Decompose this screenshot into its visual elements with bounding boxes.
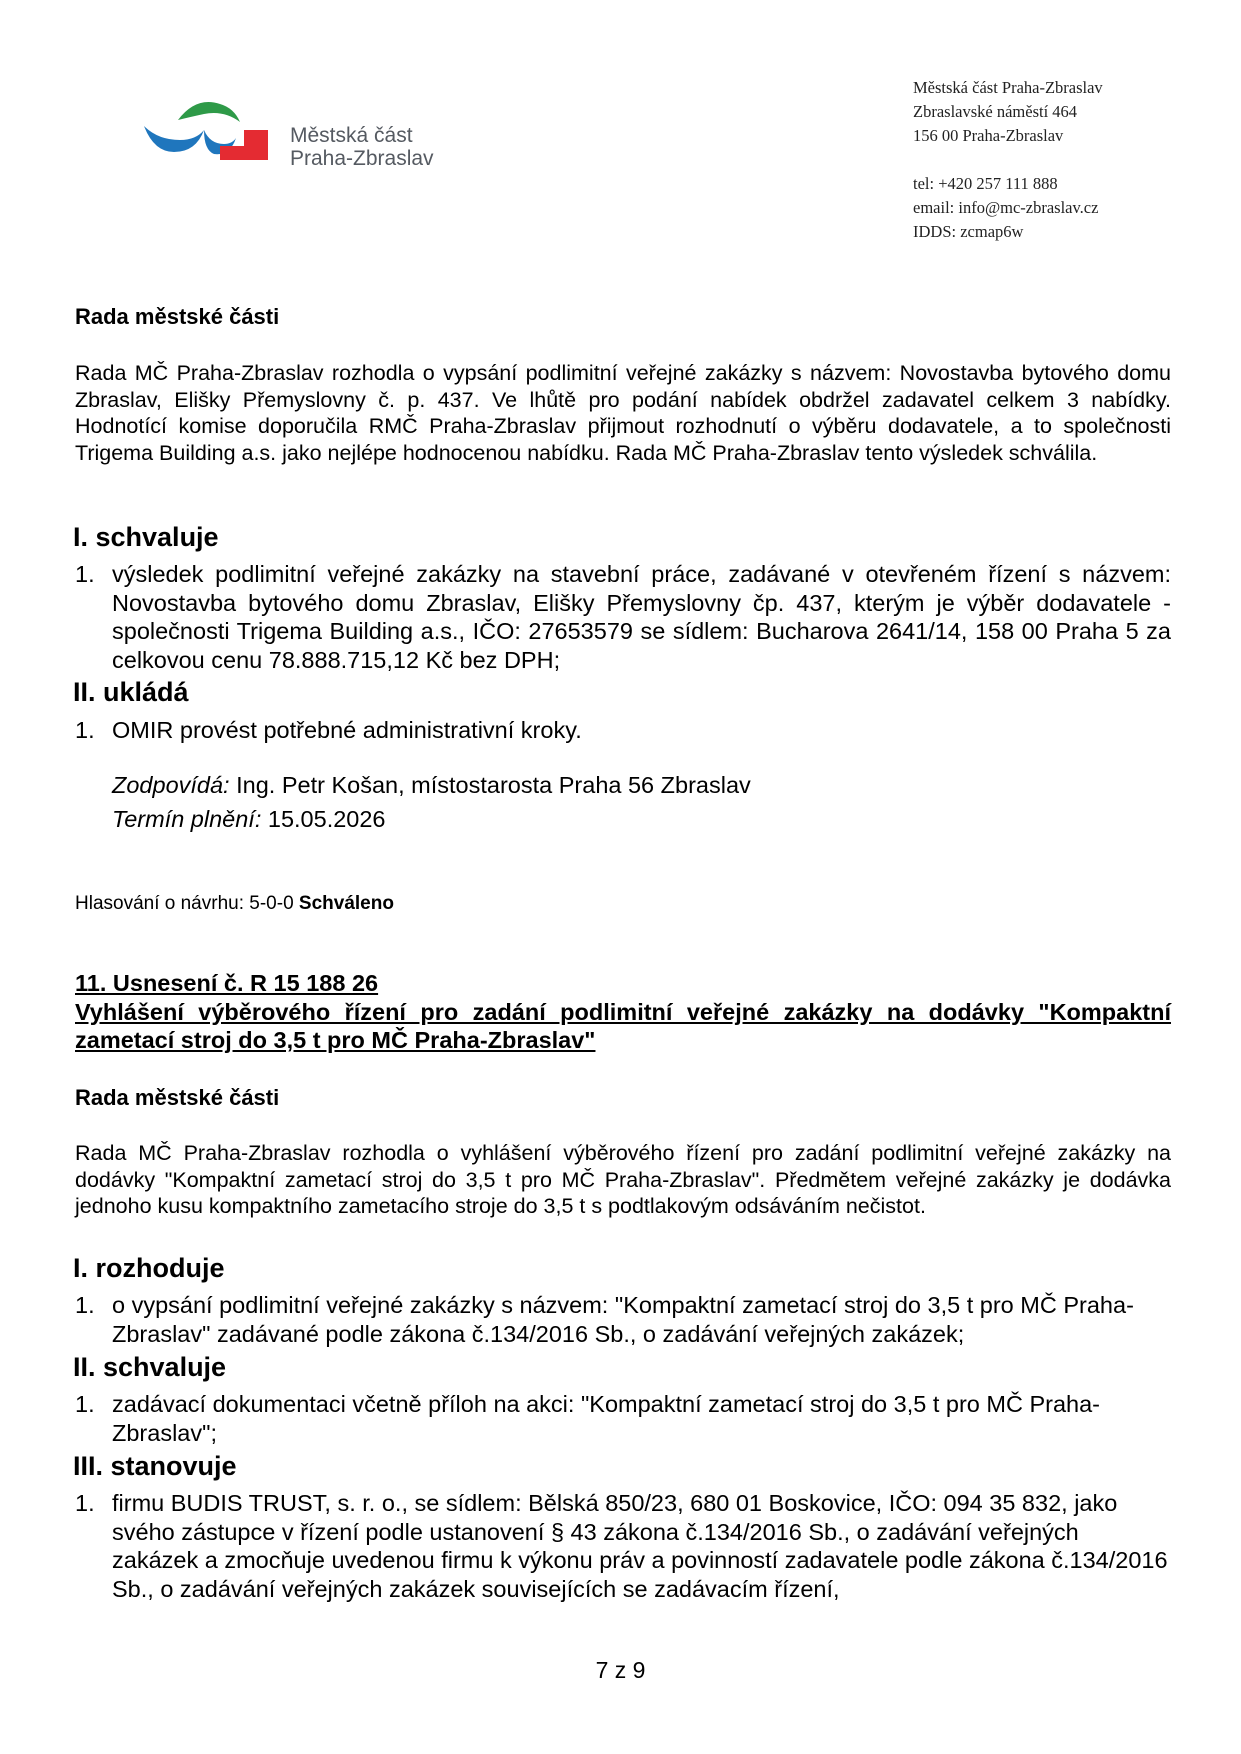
- logo-emblem-icon: [144, 100, 284, 170]
- item-text: o vypsání podlimitní veřejné zakázky s názvem: "Kompaktní zametací stroj do 3,5 t pro MČ Praha-Zbraslav" zadávané podle zákona č.134/2016 Sb., o zadávání veřejných zakázek;: [112, 1292, 1134, 1347]
- address-line: 156 00 Praha-Zbraslav: [913, 126, 1064, 145]
- deadline-label: Termín plnění:: [112, 806, 262, 832]
- intro-paragraph: Rada MČ Praha-Zbraslav rozhodla o vypsání podlimitní veřejné zakázky s názvem: Novostavba bytového domu Zbraslav, Elišky Přemyslovny č. p. 437. Ve lhůtě pro podání nabídek obdržel zadavatel celkem 3 nabídky. Hodnotící komise doporučila RMČ Praha-Zbraslav přijmout rozhodnutí o výběru dodavatele, a to společnosti Trigema Building a.s. jako nejlépe hodnocenou nabídku. Rada MČ Praha-Zbraslav tento výsledek schválila.: [75, 361, 1171, 465]
- page-number: 7 z 9: [595, 1657, 646, 1683]
- email: email: info@mc-zbraslav.cz: [913, 198, 1099, 217]
- resolution-title: Vyhlášení výběrového řízení pro zadání podlimitní veřejné zakázky na dodávky "Kompaktní zametací stroj do 3,5 t pro MČ Praha-Zbraslav": [75, 998, 1171, 1053]
- deadline-value: 15.05.2026: [267, 806, 386, 832]
- vote-value: 5-0-0: [249, 893, 294, 914]
- responsibility-block: [112, 768, 751, 836]
- list-item: [75, 1390, 1171, 1447]
- responsible-value: Ing. Petr Košan, místostarosta Praha 56 Zbraslav: [236, 772, 751, 798]
- council-heading: Rada městské části: [75, 304, 280, 329]
- responsible-row: [112, 768, 751, 802]
- resolution-number: 11. Usnesení č. R 15 188 26: [75, 970, 379, 996]
- logo-text-line1: Městská část: [290, 124, 413, 147]
- section-heading-orders: II. ukládá: [73, 677, 189, 707]
- list-item: [75, 560, 1171, 674]
- logo-text-line2: Praha-Zbraslav: [290, 147, 434, 170]
- resolution-header: [75, 969, 1171, 1055]
- vote-line: [75, 893, 394, 915]
- item-number: 1.: [75, 1292, 95, 1318]
- logo-text: [290, 124, 434, 170]
- vote-result: Schváleno: [298, 893, 394, 914]
- section-heading-decides: I. rozhoduje: [73, 1253, 225, 1283]
- address-line: Zbraslavské náměstí 464: [913, 102, 1078, 121]
- section-heading-determines: III. stanovuje: [73, 1451, 237, 1481]
- vote-label: Hlasování o návrhu:: [75, 893, 244, 914]
- list-item: [75, 1489, 1171, 1603]
- section-heading-approves: I. schvaluje: [73, 522, 219, 552]
- phone: tel: +420 257 111 888: [913, 174, 1058, 193]
- list-item: [75, 1291, 1171, 1348]
- list-item: [75, 716, 1171, 745]
- item-number: 1.: [75, 1391, 95, 1417]
- item-number: 1.: [75, 561, 95, 587]
- item-number: 1.: [75, 1490, 95, 1516]
- item-text: zadávací dokumentaci včetně příloh na akci: "Kompaktní zametací stroj do 3,5 t pro MČ Praha-Zbraslav";: [112, 1391, 1100, 1446]
- item-text: OMIR provést potřebné administrativní kroky.: [112, 717, 582, 743]
- intro-paragraph: Rada MČ Praha-Zbraslav rozhodla o vyhlášení výběrového řízení pro zadání podlimitní veřejné zakázky na dodávky "Kompaktní zametací stroj do 3,5 t pro MČ Praha-Zbraslav". Předmětem veřejné zakázky je dodávka jednoho kusu kompaktního zametacího stroje do 3,5 t s podtlakovým odsáváním nečistot.: [75, 1141, 1171, 1218]
- council-heading: Rada městské části: [75, 1085, 280, 1110]
- address-block: [913, 76, 1103, 244]
- item-number: 1.: [75, 717, 95, 743]
- data-box-id: IDDS: zcmap6w: [913, 222, 1024, 241]
- address-line: Městská část Praha-Zbraslav: [913, 78, 1103, 97]
- section-heading-approves: II. schvaluje: [73, 1352, 227, 1382]
- item-text: firmu BUDIS TRUST, s. r. o., se sídlem: Bělská 850/23, 680 01 Boskovice, IČO: 094 35 832, jako svého zástupce v řízení podle ustanovení § 43 zákona č.134/2016 Sb., o zadávání veřejných zakázek a zmocňuje uvedenou firmu k výkonu práv a povinností zadavatele podle zákona č.134/2016 Sb., o zadávání veřejných zakázek souvisejících se zadávacím řízení,: [112, 1490, 1168, 1602]
- item-text: výsledek podlimitní veřejné zakázky na stavební práce, zadávané v otevřeném řízení s názvem: Novostavba bytového domu Zbraslav, Elišky Přemyslovny čp. 437, kterým je výběr dodavatele - společnosti Trigema Building a.s., IČO: 27653579 se sídlem: Bucharova 2641/14, 158 00 Praha 5 za celkovou cenu 78.888.715,12 Kč bez DPH;: [112, 561, 1171, 673]
- deadline-row: [112, 802, 751, 836]
- responsible-label: Zodpovídá:: [112, 772, 230, 798]
